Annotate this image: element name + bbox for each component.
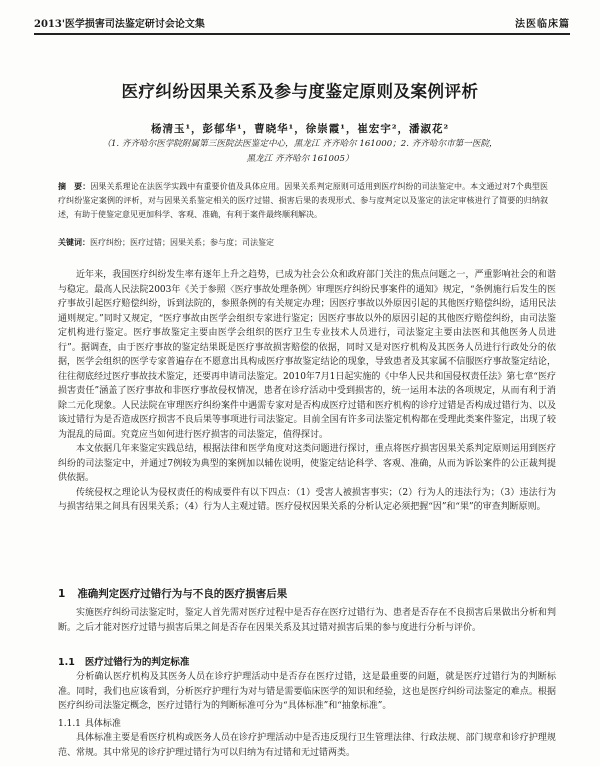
body-paragraph: 近年来，我国医疗纠纷发生率有逐年上升之趋势，已成为社会公众和政府部门关注的焦点问题之一，严重影响社会的和谐与稳定。最高人民法院2003年《关于参照〈医疗事故处理条例〉审理医疗纠纷民事案件的通知》规定，“条例施行后发生的医疗事故引起医疗赔偿纠纷，诉到法院的，参照条例的有关规定办理；因医疗事故以外原因引起的其他医疗赔偿纠纷，适用民法通则规定。”同时又规定，“医疗事故由医学会组织专家进行鉴定；因医疗事故以外的原因引起的其他医疗赔偿纠纷，由司法鉴定机构进行鉴定。医疗事故鉴定主要由医学会组织的医疗卫生专业技术人员进行，司法鉴定主要由法医和其他医务人员进行”。据调查，由于医疗事故的鉴定结果既是医疗事故损害赔偿的依据，同时又是对医疗机构及其医务人员进行行政处分的依据，医学会组织的医学专家普遍存在不愿意出具构成医疗事故鉴定结论的现象，导致患者及其家属不信服医疗事故鉴定结论，往往彻底经过医疗事故技术鉴定，还要再申请司法鉴定。2010年7月1日起实施的《中华人民共和国侵权责任法》第七章“医疗损害责任”涵盖了医疗事故和非医疗事故侵权情况，患者在诊疗活动中受到损害的，统一运用本法的各项规定，从而有利于消除二元化现象。人民法院在审理医疗纠纷案件中遇需专家对是否构成医疗过错和医疗机构的诊疗过错是否构成过错行为、以及该过错行为是否造成医疗损害不良后果等事项进行司法鉴定。目前全国有许多司法鉴定机构都在受理此类案件鉴定，出现了较为混乱的局面。究竟应当如何进行医疗损害的司法鉴定，值得探讨。 xyxy=(58,270,556,440)
body-paragraph: 本文依据几年来鉴定实践总结，根据法律和医学角度对这类问题进行探讨，重点将医疗损害因果关系判定原则运用到医疗纠纷的司法鉴定中，并通过7例较为典型的案例加以辅佐说明，使鉴定结论科学、客观、准确，从而为诉讼案件的公正裁判提供依据。 xyxy=(58,444,556,483)
subsubsection-heading xyxy=(58,716,121,729)
keywords-text: 医疗纠纷；医疗过错；因果关系；参与度；司法鉴定 xyxy=(90,238,274,247)
affiliations xyxy=(60,137,540,167)
body-paragraph: 实施医疗纠纷司法鉴定时，鉴定人首先需对医疗过程中是否存在医疗过错行为、患者是否存在不良损害后果做出分析和判断。之后才能对医疗过错与损害后果之间是否存在因果关系及其过错对损害后果的参与度进行分析与评价。 xyxy=(58,608,556,633)
body-paragraph: 分析确认医疗机构及其医务人员在诊疗护理活动中是否存在医疗过错，这是最重要的问题，就是医疗过错行为的判断标准。同时，我们也应该看到，分析医疗护理行为对与错是需要临床医学的知识和经验，这也是医疗纠纷司法鉴定的难点。根据医疗纠纷司法鉴定概念，医疗过错行为的判断标准可分为“具体标准”和“抽象标准”。 xyxy=(58,672,556,711)
affiliation-line: 黑龙江 齐齐哈尔 161005） xyxy=(246,154,354,164)
subsection-number: 1.1 xyxy=(58,657,75,668)
running-header xyxy=(34,10,570,35)
section-number: 1 xyxy=(58,588,66,600)
header-journal-title: 2013'医学损害司法鉴定研讨会论文集 xyxy=(34,19,205,30)
section-title: 准确判定医疗过错行为与不良的医疗损害后果 xyxy=(77,588,288,600)
section-heading xyxy=(58,586,287,601)
introduction xyxy=(58,268,556,515)
keywords xyxy=(58,236,548,250)
keywords-label: 关键词： xyxy=(58,238,90,247)
subsubsection-title: 具体标准 xyxy=(84,719,121,729)
subsection-heading xyxy=(58,654,189,668)
header-section-name: 法医临床篇 xyxy=(515,19,570,30)
abstract-text: 因果关系理论在法医学实践中有重要价值及具体应用。因果关系判定原则可适用到医疗纠纷的司法鉴定中。本文通过对7个典型医疗纠纷鉴定案例的评析，对与因果关系鉴定相关的医疗过错、损害后果的表现形式、参与度判定以及鉴定的法定审核进行了简要的归纳叙述，有助于使鉴定意见更加科学、客观、准确，有利于案件最终顺利解决。 xyxy=(58,182,548,219)
body-paragraph: 传统侵权之理论认为侵权责任的构成要件有以下四点：（1）受害人被损害事实；（2）行为人的违法行为；（3）违法行为与损害结果之间具有因果关系；（4）行为人主观过错。医疗侵权因果关系的分析认定必须把握“因”和“果”的审查判断原则。 xyxy=(58,487,556,512)
subsubsection-number: 1.1.1 xyxy=(58,719,81,729)
abstract-label: 摘 要： xyxy=(58,182,91,191)
paper-title: 医疗纠纷因果关系及参与度鉴定原则及案例评析 xyxy=(121,82,479,101)
body-paragraph: 具体标准主要是看医疗机构或医务人员在诊疗护理活动中是否违反现行卫生管理法律、行政法规、部门规章和诊疗护理规范、常规。其中常见的诊疗护理过错行为可以归纳为有过错和无过错两类。 xyxy=(58,733,556,758)
affiliation-line: （1. 齐齐哈尔医学院附属第三医院法医鉴定中心，黑龙江 齐齐哈尔 161000；2. 齐齐哈尔市第一医院， xyxy=(102,139,498,149)
subsection-title: 医疗过错行为的判定标准 xyxy=(84,657,190,668)
abstract xyxy=(58,180,548,222)
author-list: 杨清玉¹，彭郁华¹，曹晓华¹，徐崇霞¹，崔宏宇²，潘淑花² xyxy=(150,123,450,135)
